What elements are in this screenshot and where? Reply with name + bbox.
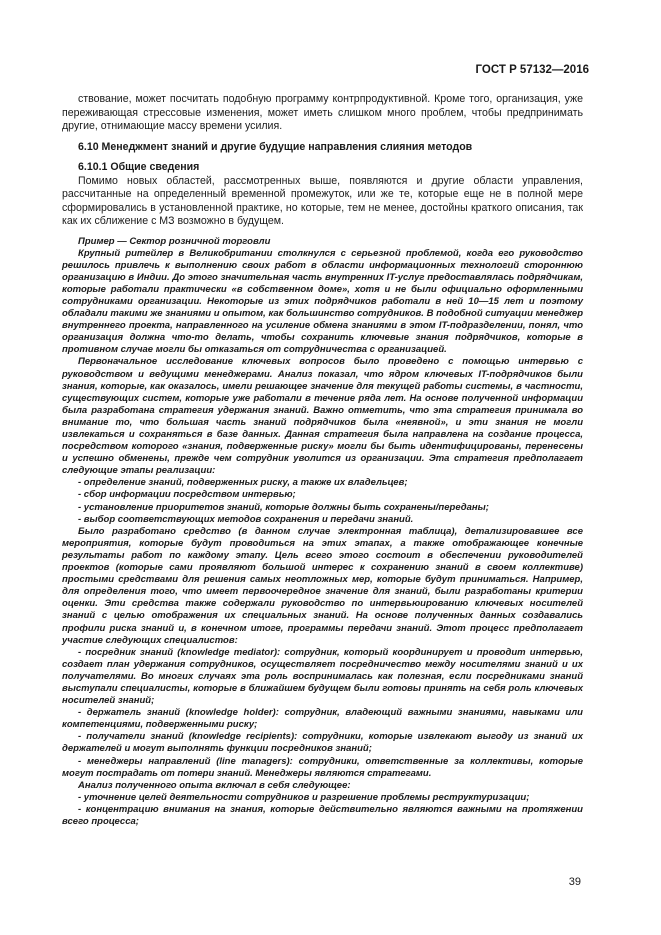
list-item: - установление приоритетов знаний, которые должны быть сохранены/переданы;	[78, 501, 489, 513]
example-paragraph: Анализ полученного опыта включал в себя следующее:	[78, 779, 351, 791]
list-item: - определение знаний, подверженных риску, а также их владельцев;	[78, 477, 408, 489]
example-paragraph: Крупный ритейлер в Великобритании столкнулся с серьезной проблемой, когда его руководство решилось привлечь к выполнению своих работ в области информационных технологий стороннюю организацию в Индии. До этого значительная часть внутренних IT-услуг предоставлялась подрядчикам, которые работали практически «в собственном доме», хотя и не были официально оформленными сотрудниками организации. Некоторые из этих подрядчиков работали в ней 10—15 лет и поэтому обладали такими же знаниями и опытом, как большинство сотрудников. В подобной ситуации менеджер внутреннего проекта, направленного на усиление обмена знаниями в этом IT-подразделении, понял, что организация должна что-то делать, чтобы сохранить ключевые знания подрядчиков, которые в противном случае могли бы отказаться от сотрудничества с организацией.	[62, 247, 583, 356]
list-item: - получатели знаний (knowledge recipients): сотрудники, которые извлекают выгоду из знаний их держателей и могут выполнять функции посредников знаний;	[62, 731, 583, 755]
spacer	[62, 154, 583, 161]
body-text	[62, 93, 583, 828]
list-item: - держатель знаний (knowledge holder): сотрудник, владеющий важными знаниями, навыками или компетенциями, подверженными риску;	[62, 707, 583, 731]
list-item: - посредник знаний (knowledge mediator): сотрудник, который координирует и проводит интервью, создает план удержания сотрудников, осуществляет посредничество между носителями знаний и их получателями. Во многих случаях эта роль воспринималась как полезная, если посредниками знаний выступали специалисты, которые в ближайшем будущем были готовы принять на себя роль ключевых носителей знаний;	[62, 646, 583, 707]
page-number: 39	[568, 876, 581, 888]
list-item: - концентрацию внимания на знания, которые действительно являются важными на протяжении всего процесса;	[62, 803, 583, 827]
list-item: - уточнение целей деятельности сотрудников и разрешение проблемы реструктуризации;	[78, 791, 530, 803]
example-paragraph: Пример — Сектор розничной торговли	[78, 235, 271, 247]
spacer	[62, 134, 583, 141]
paragraph: Помимо новых областей, рассмотренных выше, появляются и другие области управления, рассчитанные на определенный временной промежуток, или же те, которые еще не в полной мере сформировались в установленной практике, но которые, тем не менее, достойны краткого описания, так как их сближение с МЗ возможно в будущем.	[62, 174, 583, 227]
example-paragraph: Было разработано средство (в данном случае электронная таблица), детализировавшее все мероприятия, которые будут проводиться на этих этапах, а также отображающее конечные результаты работ по каждому этапу. Цель всего этого состоит в обеспечении руководителей проектов (которые сами проявляют большой интерес к сохранению знаний в своем коллективе) простыми средствами для решения самых неотложных мер, которые будут приниматься. Например, для определения того, что имеет первоочередное значение для знаний, были разработаны критерии оценки. Эти средства также содержали руководство по интервьюированию ключевых носителей знаний с целью отображения их специальных знаний. На основе полученных данных создавались профили риска знаний и, в конечном итоге, программы передачи знаний. Этот процесс предполагает участие следующих специалистов:	[62, 525, 583, 646]
list-item: - выбор соответствующих методов сохранения и передачи знаний.	[78, 513, 414, 525]
spacer	[62, 229, 583, 236]
list-item: - сбор информации посредством интервью;	[78, 489, 296, 501]
paragraph: ствование, может посчитать подобную программу контрпродуктивной. Кроме того, организация, уже переживающая стрессовые изменения, может иметь слишком много проблем, чтобы предпринимать другие, отнимающие массу времени усилия.	[62, 93, 583, 132]
section-heading: 6.10 Менеджмент знаний и другие будущие направления слияния методов	[78, 140, 473, 153]
standard-header: ГОСТ Р 57132—2016	[475, 64, 589, 76]
section-heading: 6.10.1 Общие сведения	[78, 161, 200, 173]
example-paragraph: Первоначальное исследование ключевых вопросов было проведено с помощью интервью с руководством и ведущими менеджерами. Анализ показал, что ядром ключевых IT-подрядчиков были знания, которые, как оказалось, имели решающее значение для текущей работы системы, в частности, существующих систем, которые уже работали в течение ряда лет. На основе полученной информации была разработана стратегия удержания знаний. Важно отметить, что эта стратегия принимала во внимание то, что большая часть знаний подрядчиков была «неявной», и эти знания не могли извлекаться и сохраняться в базе данных. Данная стратегия была направлена на создание процесса, посредством которого «знания, подверженные риску» могли бы быть идентифицированы, перенесены и успешно обменены, прежде чем сотрудник уволится из организации. Эта стратегия предполагает следующие этапы реализации:	[62, 356, 583, 477]
list-item: - менеджеры направлений (line managers): сотрудники, ответственные за коллективы, которые могут пострадать от потери знаний. Менеджеры являются стратегами.	[62, 755, 583, 779]
